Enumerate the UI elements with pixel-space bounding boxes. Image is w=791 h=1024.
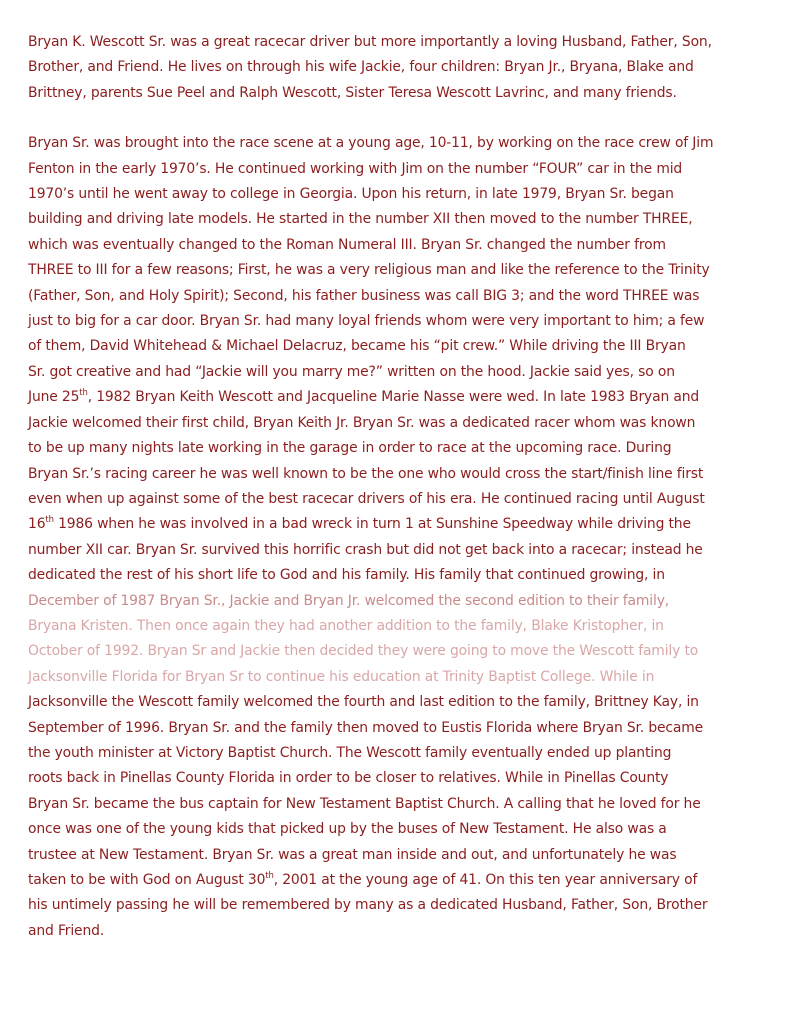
- text-line: Jacksonville Florida for Bryan Sr to continue his education at Trinity Baptist College. While in: [28, 668, 655, 685]
- text-line: Fenton in the early 1970’s. He continued working with Jim on the number “FOUR” car in the mid: [28, 160, 683, 177]
- text-line: and Friend.: [28, 922, 105, 939]
- biography-paragraph: [28, 131, 768, 944]
- text-line: just to big for a car door. Bryan Sr. had many loyal friends whom were very important to him; a few: [28, 313, 705, 330]
- text-line: Sr. got creative and had “Jackie will you marry me?” written on the hood. Jackie said yes, so on: [28, 363, 675, 380]
- text-line: THREE to III for a few reasons; First, he was a very religious man and like the reference to the Trinity: [28, 262, 710, 279]
- text-line: even when up against some of the best racecar drivers of his era. He continued racing until August: [28, 490, 705, 507]
- ordinal-suffix: th: [79, 388, 88, 399]
- text-segment: taken to be with God on August 30: [28, 872, 266, 888]
- text-line: Bryana Kristen. Then once again they had another addition to the family, Blake Kristopher, in: [28, 617, 664, 634]
- text-segment: June 25: [28, 389, 80, 406]
- text-line: Jackie welcomed their first child, Bryan Keith Jr. Bryan Sr. was a dedicated racer whom was known: [28, 414, 696, 431]
- ordinal-suffix: th: [265, 871, 274, 881]
- text-line: trustee at New Testament. Bryan Sr. was a great man inside and out, and unfortunately he was: [28, 846, 677, 863]
- text-line: (Father, Son, and Holy Spirit); Second, his father business was call BIG 3; and the word THREE was: [28, 287, 700, 304]
- text-segment: , 2001 at the young age of 41. On this ten year anniversary of: [273, 872, 698, 888]
- text-line: the youth minister at Victory Baptist Church. The Wescott family eventually ended up planting: [28, 744, 672, 761]
- text-line: number XII car. Bryan Sr. survived this horrific crash but did not get back into a racecar; instead he: [28, 541, 703, 558]
- text-line: [28, 868, 768, 893]
- text-segment: , 1982 Bryan Keith Wescott and Jacqueline Marie Nasse were wed. In late 1983 Bryan and: [87, 389, 700, 406]
- text-line: of them, David Whitehead & Michael Delacruz, became his “pit crew.” While driving the III Bryan: [28, 338, 686, 355]
- memorial-document: [28, 30, 768, 944]
- text-line: his untimely passing he will be remembered by many as a dedicated Husband, Father, Son, Brother: [28, 897, 708, 914]
- text-line: Brother, and Friend. He lives on through his wife Jackie, four children: Bryan Jr., Bryana, Blake and: [28, 59, 694, 76]
- text-line: Bryan Sr.’s racing career he was well known to be the one who would cross the start/finish line first: [28, 465, 704, 482]
- text-line: September of 1996. Bryan Sr. and the family then moved to Eustis Florida where Bryan Sr. became: [28, 719, 704, 736]
- text-line: dedicated the rest of his short life to God and his family. His family that continued growing, in: [28, 567, 665, 584]
- text-line: Bryan Sr. became the bus captain for New Testament Baptist Church. A calling that he loved for he: [28, 795, 701, 812]
- text-segment: 16: [28, 516, 46, 533]
- text-line: 1970’s until he went away to college in Georgia. Upon his return, in late 1979, Bryan Sr. began: [28, 186, 674, 203]
- text-line: roots back in Pinellas County Florida in order to be closer to relatives. While in Pinellas County: [28, 770, 669, 787]
- text-line: once was one of the young kids that picked up by the buses of New Testament. He also was a: [28, 821, 667, 838]
- text-line: [28, 385, 768, 410]
- intro-paragraph: [28, 30, 768, 106]
- text-line: Brittney, parents Sue Peel and Ralph Wescott, Sister Teresa Wescott Lavrinc, and many friends.: [28, 84, 677, 101]
- text-line: October of 1992. Bryan Sr and Jackie then decided they were going to move the Wescott family to: [28, 643, 699, 660]
- text-line: building and driving late models. He started in the number XII then moved to the number THREE,: [28, 211, 693, 228]
- text-line: December of 1987 Bryan Sr., Jackie and Bryan Jr. welcomed the second edition to their family,: [28, 592, 670, 609]
- text-line: Jacksonville the Wescott family welcomed the fourth and last edition to the family, Brittney Kay, in: [28, 694, 699, 711]
- text-segment: 1986 when he was involved in a bad wreck in turn 1 at Sunshine Speedway while driving the: [53, 516, 691, 533]
- text-line: to be up many nights late working in the garage in order to race at the upcoming race. During: [28, 440, 672, 457]
- text-line: which was eventually changed to the Roman Numeral III. Bryan Sr. changed the number from: [28, 236, 666, 253]
- text-line: Bryan K. Wescott Sr. was a great racecar driver but more importantly a loving Husband, Father, Son,: [28, 34, 712, 50]
- ordinal-suffix: th: [45, 515, 54, 526]
- text-line: [28, 512, 768, 537]
- text-line: Bryan Sr. was brought into the race scene at a young age, 10-11, by working on the race crew of Jim: [28, 135, 714, 152]
